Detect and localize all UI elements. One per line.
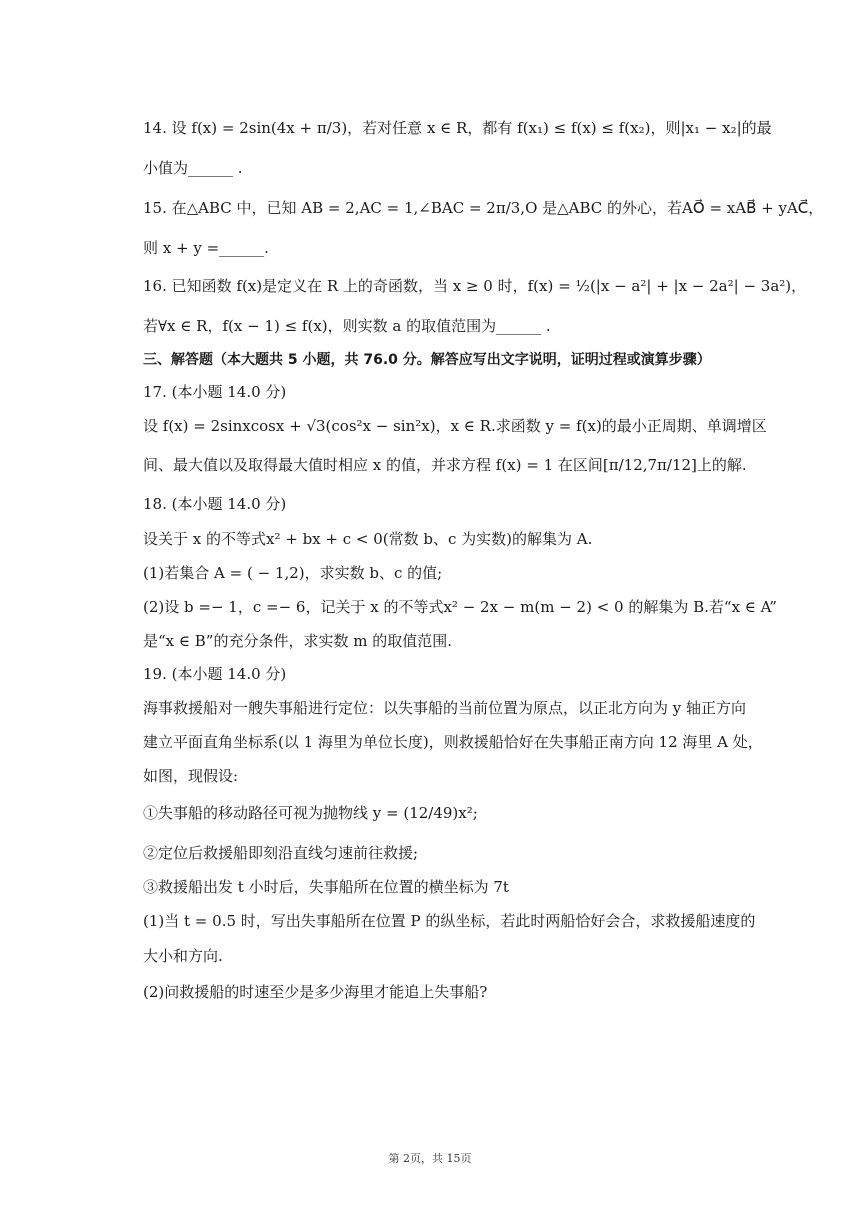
question-15-line-1: 15. 在△ABC 中，已知 AB = 2,AC = 1,∠BAC = 2π/3,O 是△ABC 的外心，若AO⃗ = xAB⃗ + yAC⃗， <box>143 199 824 217</box>
question-19-head: 19. (本小题 14.0 分) <box>143 665 287 683</box>
question-19-line-2: 建立平面直角坐标系(以 1 海里为单位长度)，则救援船恰好在失事船正南方向 12 海里 A 处， <box>143 733 763 751</box>
question-19-line-4: ①失事船的移动路径可视为抛物线 y = (12/49)x²; <box>143 804 478 822</box>
question-19-line-1: 海事救援船对一艘失事船进行定位：以失事船的当前位置为原点，以正北方向为 y 轴正方向 <box>143 699 747 717</box>
question-17-line-1: 设 f(x) = 2sinxcosx + √3(cos²x − sin²x)，x ∈ R.求函数 y = f(x)的最小正周期、单调增区 <box>143 417 767 435</box>
question-19-line-9: (2)问救援船的时速至少是多少海里才能追上失事船? <box>143 983 488 1001</box>
question-14-line-1: 14. 设 f(x) = 2sin(4x + π/3)，若对任意 x ∈ R，都有 f(x₁) ≤ f(x) ≤ f(x₂)，则|x₁ − x₂|的最 <box>143 119 772 137</box>
question-18-line-1: 设关于 x 的不等式x² + bx + c < 0(常数 b、c 为实数)的解集为 A. <box>143 530 593 548</box>
question-19-line-3: 如图，现假设: <box>143 767 239 785</box>
section-heading: 三、解答题（本大题共 5 小题，共 76.0 分。解答应写出文字说明，证明过程或演算步骤） <box>143 352 711 368</box>
question-17-head: 17. (本小题 14.0 分) <box>143 383 287 401</box>
question-15-line-2: 则 x + y =______. <box>143 239 269 257</box>
question-14-line-2: 小值为______ . <box>143 159 243 177</box>
question-18-head: 18. (本小题 14.0 分) <box>143 495 287 513</box>
question-19-line-6: ③救援船出发 t 小时后，失事船所在位置的横坐标为 7t <box>143 878 509 896</box>
question-18-line-2: (1)若集合 A = ( − 1,2)，求实数 b、c 的值; <box>143 564 443 582</box>
question-17-line-2: 间、最大值以及取得最大值时相应 x 的值，并求方程 f(x) = 1 在区间[π/12,7π/12]上的解. <box>143 456 747 474</box>
question-16-line-2: 若∀x ∈ R，f(x − 1) ≤ f(x)，则实数 a 的取值范围为______ . <box>143 317 551 335</box>
page-footer: 第 2页，共 15页 <box>388 1152 472 1165</box>
question-19-line-5: ②定位后救援船即刻沿直线匀速前往救援; <box>143 844 419 862</box>
question-19-line-7: (1)当 t = 0.5 时，写出失事船所在位置 P 的纵坐标，若此时两船恰好会合，求救援船速度的 <box>143 912 756 930</box>
question-16-line-1: 16. 已知函数 f(x)是定义在 R 上的奇函数，当 x ≥ 0 时，f(x) = ½(|x − a²| + |x − 2a²| − 3a²)， <box>143 277 807 295</box>
question-18-line-3: (2)设 b =− 1，c =− 6，记关于 x 的不等式x² − 2x − m(m − 2) < 0 的解集为 B.若“x ∈ A” <box>143 598 777 616</box>
question-19-line-8: 大小和方向. <box>143 947 223 965</box>
question-18-line-4: 是“x ∈ B”的充分条件，求实数 m 的取值范围. <box>143 632 452 650</box>
